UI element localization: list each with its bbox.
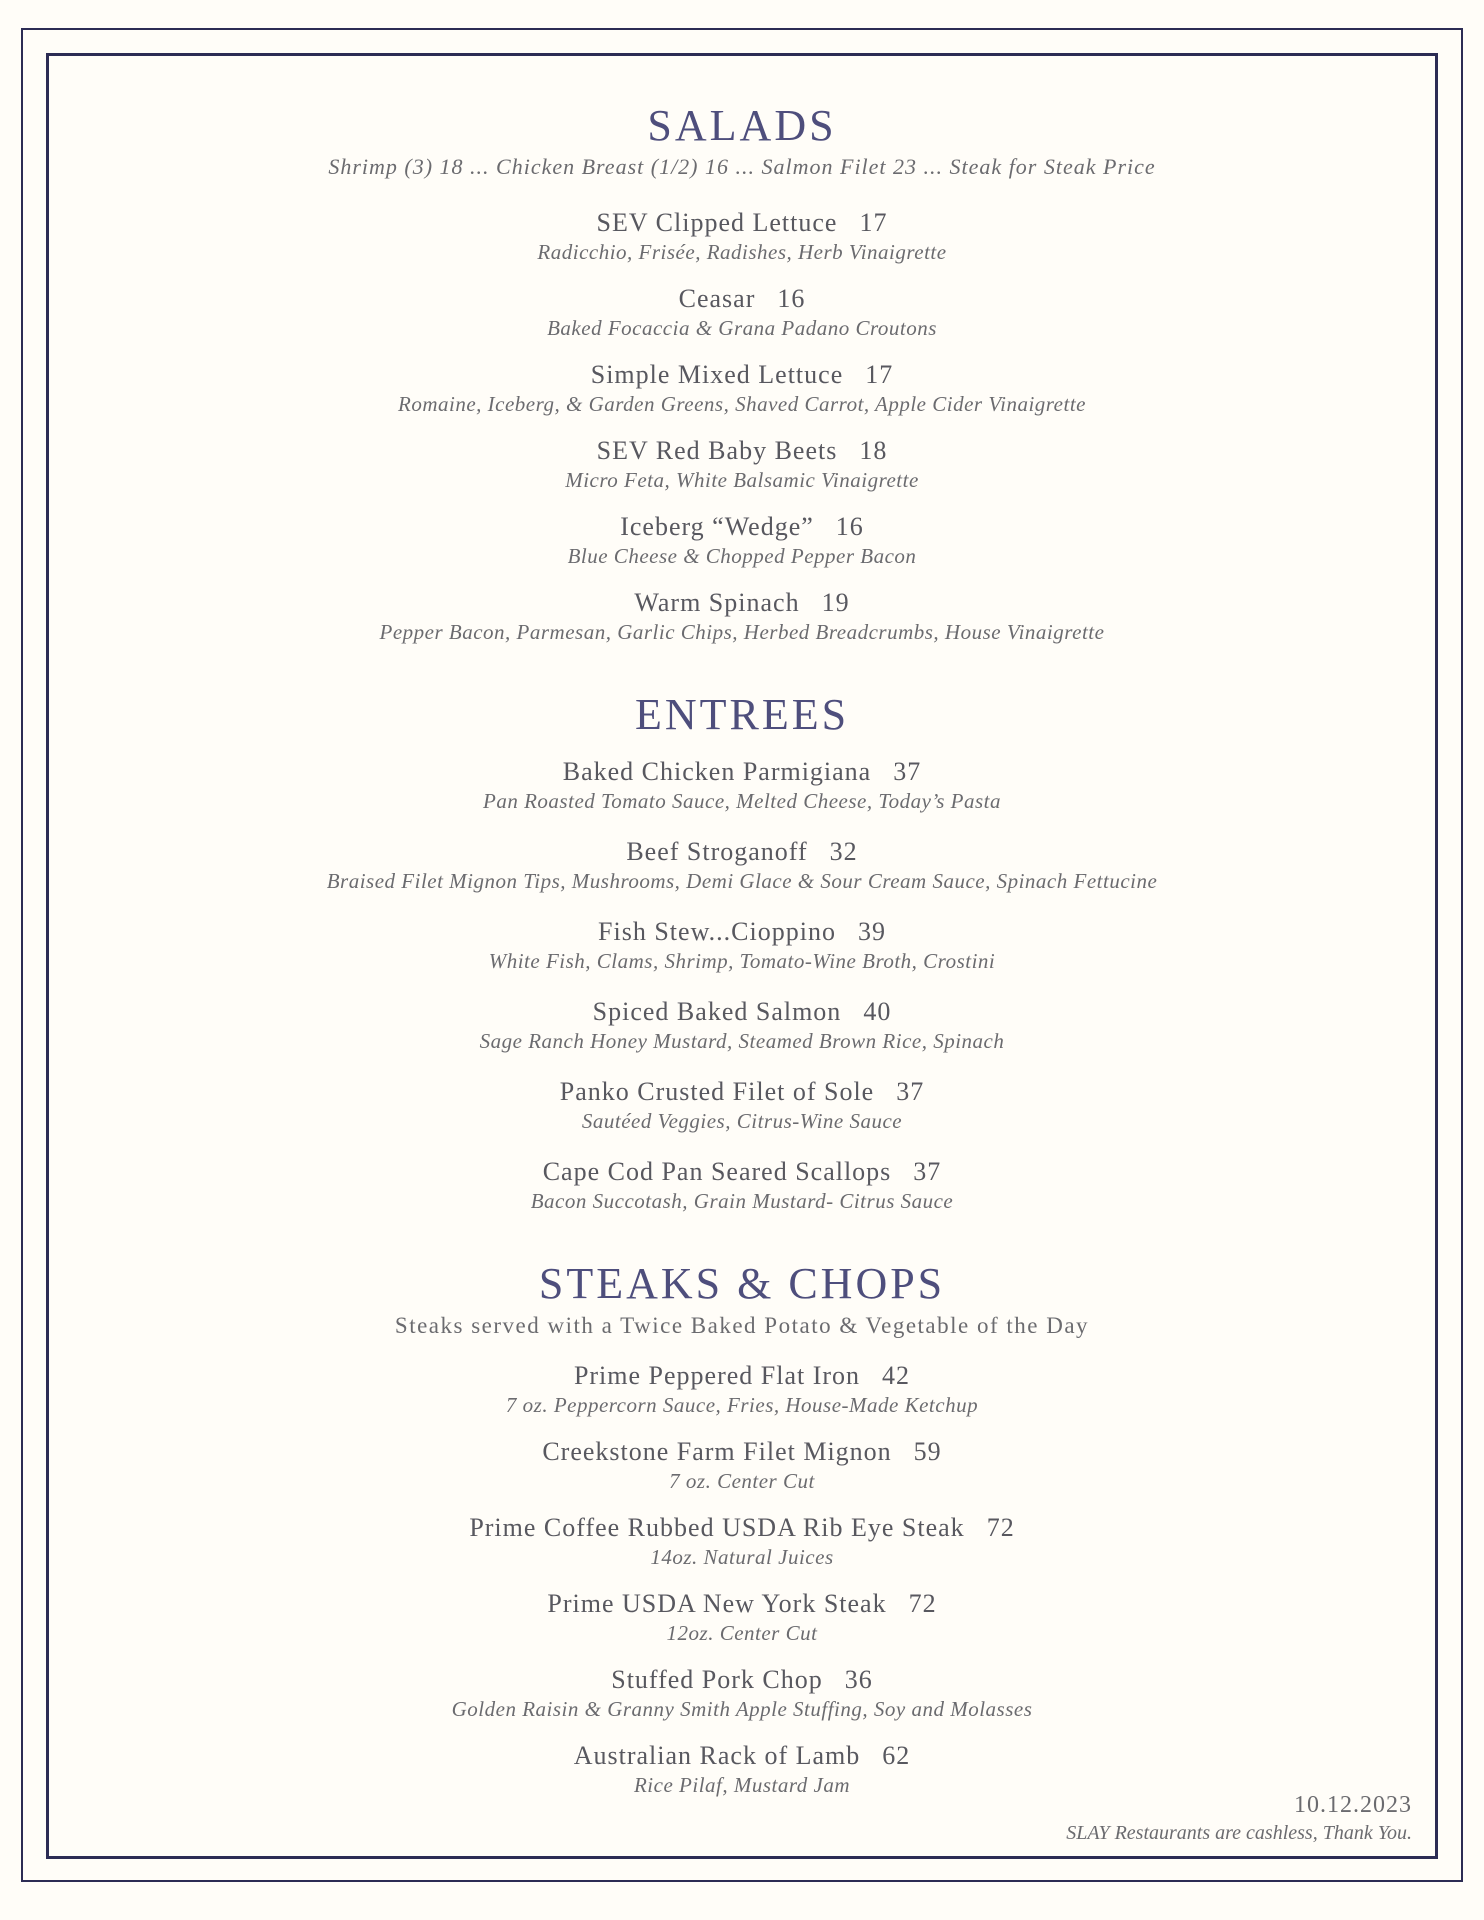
menu-item-description: White Fish, Clams, Shrimp, Tomato-Wine Broth, Crostini	[488, 949, 996, 973]
menu-item-title	[46, 1360, 1438, 1392]
menu-item-price: 37	[913, 1157, 942, 1186]
menu-item-description: Pan Roasted Tomato Sauce, Melted Cheese, Today’s Pasta	[483, 789, 1001, 813]
menu-item-description: Baked Focaccia & Grana Padano Croutons	[547, 316, 937, 340]
menu-item-price: 16	[835, 512, 864, 541]
menu-item-price: 72	[986, 1513, 1015, 1542]
menu-item-title	[46, 756, 1438, 788]
menu-item-title	[46, 1664, 1438, 1696]
section-title: ENTREES	[634, 690, 850, 739]
menu-item-description: Golden Raisin & Granny Smith Apple Stuffing, Soy and Molasses	[451, 1697, 1033, 1721]
menu-item-price: 36	[844, 1665, 873, 1694]
menu-item-price: 17	[859, 208, 888, 237]
menu-item	[46, 836, 1438, 895]
menu-item-description: Bacon Succotash, Grain Mustard- Citrus Sauce	[530, 1189, 954, 1213]
menu-item-name: Ceasar	[678, 284, 756, 313]
menu-item-price: 37	[893, 757, 922, 786]
menu-item-name: Panko Crusted Filet of Sole	[559, 1077, 875, 1106]
menu-item-name: SEV Clipped Lettuce	[596, 208, 838, 237]
menu-item-price: 39	[857, 917, 886, 946]
section-items	[46, 1360, 1438, 1799]
menu-item	[46, 756, 1438, 815]
menu-item-description: Radicchio, Frisée, Radishes, Herb Vinaigrette	[537, 240, 947, 264]
menu-item-name: Prime Peppered Flat Iron	[573, 1361, 861, 1390]
menu-item-description: Rice Pilaf, Mustard Jam	[633, 1773, 850, 1797]
menu-date: 10.12.2023	[1294, 1792, 1412, 1818]
menu-item-name: Baked Chicken Parmigiana	[562, 757, 872, 786]
menu-item	[46, 1512, 1438, 1571]
menu-item	[46, 1076, 1438, 1135]
menu-item-name: Creekstone Farm Filet Mignon	[542, 1437, 892, 1466]
section-items	[46, 207, 1438, 646]
menu-section-entrees	[46, 688, 1438, 1215]
menu-item-title	[46, 1740, 1438, 1772]
menu-item-name: Prime Coffee Rubbed USDA Rib Eye Steak	[469, 1513, 965, 1542]
menu-item-price: 62	[882, 1741, 911, 1770]
menu-item-price: 72	[908, 1589, 937, 1618]
menu-item-price: 40	[863, 997, 892, 1026]
menu-item-title	[46, 1588, 1438, 1620]
menu-item-title	[46, 1512, 1438, 1544]
menu-item	[46, 587, 1438, 646]
menu-item-price: 42	[882, 1361, 911, 1390]
menu-item-name: Cape Cod Pan Seared Scallops	[542, 1157, 892, 1186]
menu-item	[46, 1360, 1438, 1419]
section-subtitle: Steaks served with a Twice Baked Potato & Vegetable of the Day	[394, 1313, 1090, 1338]
menu-item-price: 19	[821, 588, 850, 617]
menu-item-title	[46, 359, 1438, 391]
section-title: STEAKS & CHOPS	[538, 1259, 946, 1308]
menu-item-description: Sage Ranch Honey Mustard, Steamed Brown Rice, Spinach	[479, 1029, 1005, 1053]
menu-content	[46, 53, 1438, 1816]
menu-item-title	[46, 1436, 1438, 1468]
menu-item-name: Australian Rack of Lamb	[573, 1741, 861, 1770]
menu-item-description: Braised Filet Mignon Tips, Mushrooms, Demi Glace & Sour Cream Sauce, Spinach Fettucine	[326, 869, 1158, 893]
menu-item-price: 16	[777, 284, 806, 313]
cashless-note: SLAY Restaurants are cashless, Thank You.	[1066, 1822, 1412, 1844]
menu-item-title	[46, 1076, 1438, 1108]
menu-item-description: 14oz. Natural Juices	[650, 1545, 834, 1569]
menu-item-description: Blue Cheese & Chopped Pepper Bacon	[567, 544, 917, 568]
menu-item-price: 17	[865, 360, 894, 389]
menu-item-name: Spiced Baked Salmon	[592, 997, 842, 1026]
menu-item-title	[46, 1156, 1438, 1188]
menu-item-description: Pepper Bacon, Parmesan, Garlic Chips, Herbed Breadcrumbs, House Vinaigrette	[379, 620, 1105, 644]
menu-item-name: Warm Spinach	[634, 588, 800, 617]
menu-item-title	[46, 587, 1438, 619]
menu-item-title	[46, 916, 1438, 948]
menu-item-price: 18	[859, 436, 888, 465]
menu-item-name: SEV Red Baby Beets	[596, 436, 838, 465]
menu-item-description: 12oz. Center Cut	[666, 1621, 818, 1645]
menu-item	[46, 1588, 1438, 1647]
section-subtitle: Shrimp (3) 18 ... Chicken Breast (1/2) 16 ... Salmon Filet 23 ... Steak for Steak Price	[328, 154, 1156, 179]
menu-item	[46, 511, 1438, 570]
menu-item	[46, 207, 1438, 266]
menu-item-name: Prime USDA New York Steak	[547, 1589, 887, 1618]
menu-item	[46, 996, 1438, 1055]
menu-item-description: Sautéed Veggies, Citrus-Wine Sauce	[581, 1109, 903, 1133]
menu-item-title	[46, 511, 1438, 543]
menu-item	[46, 916, 1438, 975]
menu-item	[46, 1436, 1438, 1495]
menu-item-price: 59	[913, 1437, 942, 1466]
menu-item	[46, 1664, 1438, 1723]
menu-section-steaks-chops	[46, 1257, 1438, 1799]
menu-section-salads	[46, 99, 1438, 646]
menu-item-name: Stuffed Pork Chop	[611, 1665, 823, 1694]
menu-item-description: Micro Feta, White Balsamic Vinaigrette	[565, 468, 919, 492]
menu-item-description: 7 oz. Peppercorn Sauce, Fries, House-Made Ketchup	[505, 1393, 979, 1417]
menu-item	[46, 1156, 1438, 1215]
section-items	[46, 756, 1438, 1215]
menu-item	[46, 435, 1438, 494]
section-title: SALADS	[647, 101, 837, 150]
menu-footer	[1066, 1790, 1412, 1846]
menu-item-title	[46, 207, 1438, 239]
menu-item-description: Romaine, Iceberg, & Garden Greens, Shaved Carrot, Apple Cider Vinaigrette	[398, 392, 1086, 416]
menu-item-name: Beef Stroganoff	[626, 837, 808, 866]
menu-item-name: Iceberg “Wedge”	[620, 512, 814, 541]
menu-item	[46, 359, 1438, 418]
menu-item-price: 32	[829, 837, 858, 866]
menu-item-title	[46, 435, 1438, 467]
menu-item-title	[46, 836, 1438, 868]
menu-item-description: 7 oz. Center Cut	[669, 1469, 815, 1493]
menu-item-title	[46, 283, 1438, 315]
menu-item-name: Simple Mixed Lettuce	[590, 360, 844, 389]
menu-item-price: 37	[896, 1077, 925, 1106]
menu-item-name: Fish Stew...Cioppino	[598, 917, 836, 946]
menu-item-title	[46, 996, 1438, 1028]
menu-item	[46, 283, 1438, 342]
